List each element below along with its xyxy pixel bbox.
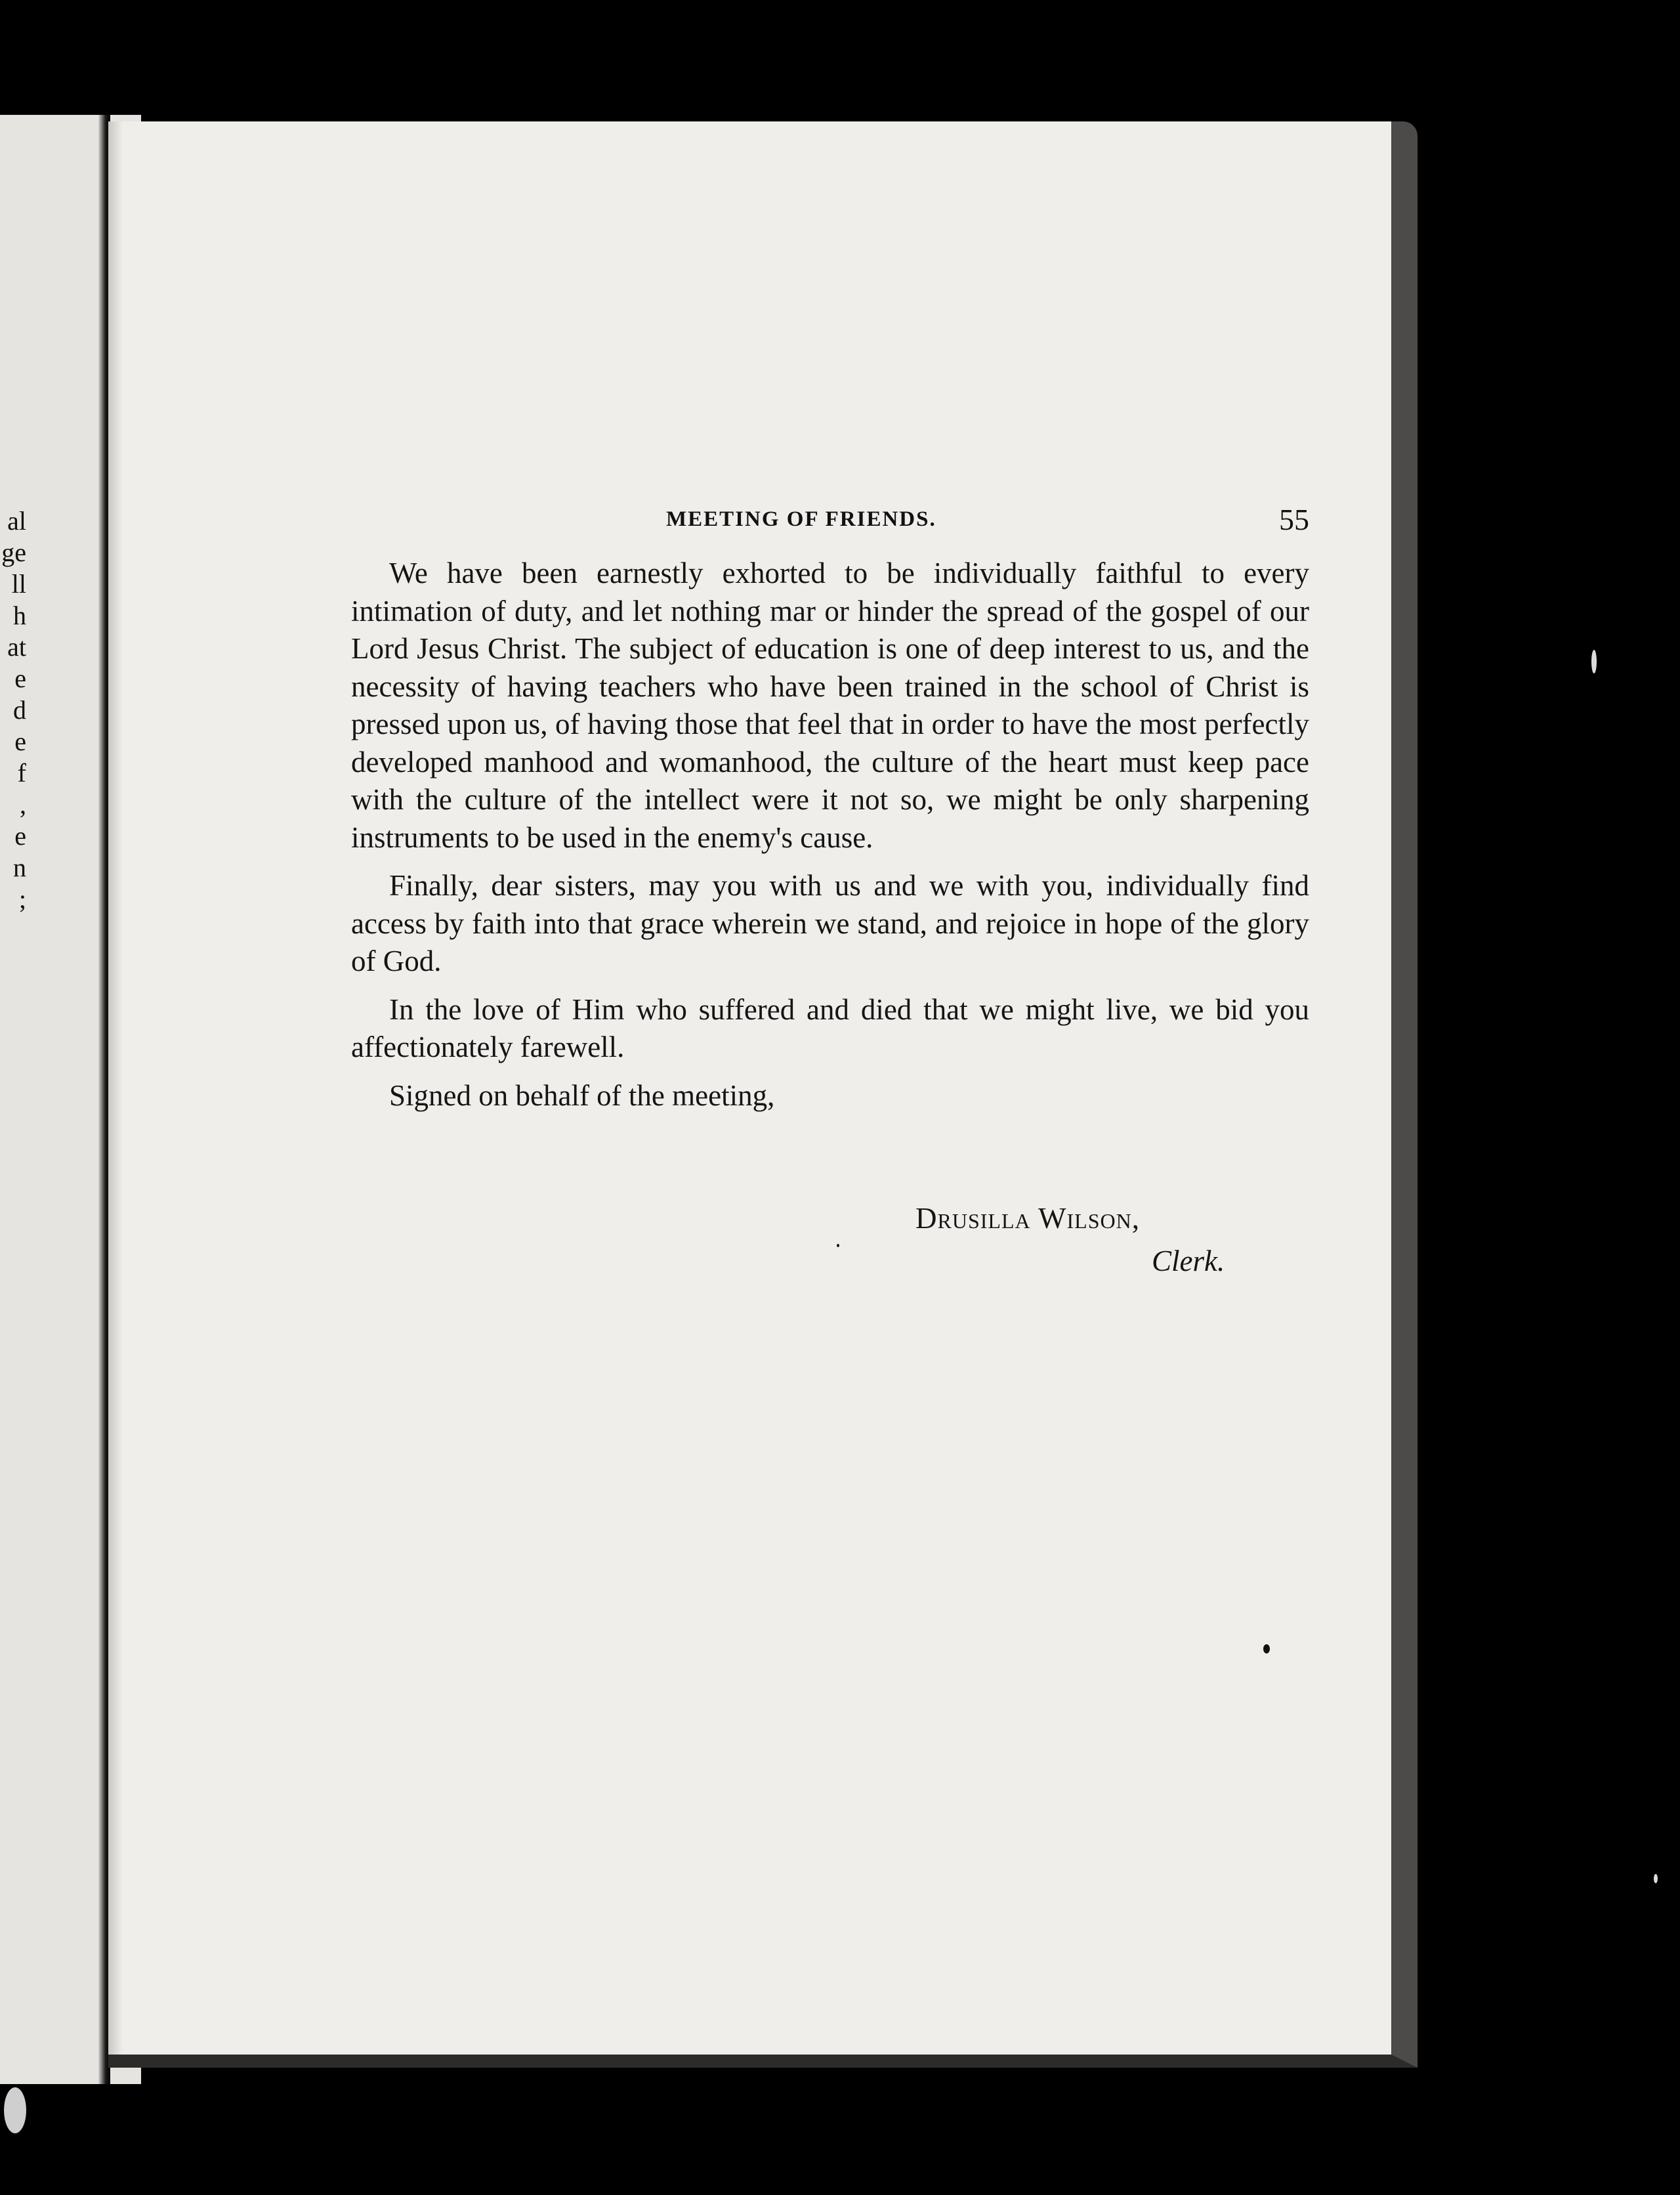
fragment-line: f	[17, 758, 26, 788]
fragment-line: ll	[11, 569, 26, 599]
fragment-line: ;	[18, 884, 26, 914]
body-text	[351, 555, 1309, 1125]
fragment-line: at	[7, 632, 26, 662]
fragment-line: ge	[1, 538, 26, 567]
fragment-line: e	[14, 727, 26, 756]
paragraph: Finally, dear sisters, may you with us and we with you, individually find access by faith into that grace wherein we stand, and rejoice in hope of the glory of God.	[351, 869, 1309, 977]
page-header	[351, 502, 1309, 542]
paragraph: We have been earnestly exhorted to be individually faithful to every intimation of duty, and let nothing mar or hinder the spread of the gospel of our Lord Jesus Christ. The subject of education is one of deep interest to us, and the necessity of having teachers who have been trained in the school of Christ is pressed upon us, of having those that feel that in order to have the most perfectly developed manhood and womanhood, the culture of the heart must keep pace with the culture of the intellect were it not so, we might be only sharpening instruments to be used in the enemy's cause.	[351, 557, 1309, 854]
fragment-line: e	[14, 664, 26, 693]
signatory-name: Drusilla Wilson,	[915, 1202, 1140, 1235]
fragment-line: n	[13, 853, 26, 882]
scan-speck	[1263, 1644, 1270, 1653]
book-page	[108, 121, 1418, 2068]
scan-speck	[1591, 650, 1597, 673]
scan-speck	[4, 2087, 26, 2133]
page-number: 55	[1279, 503, 1309, 536]
scan-speck	[1654, 1874, 1658, 1883]
previous-page-text-fragments	[0, 505, 26, 915]
running-head: MEETING OF FRIENDS.	[666, 507, 936, 531]
fragment-line: al	[7, 506, 26, 536]
scan-speck	[837, 1244, 839, 1247]
fragment-line: d	[13, 695, 26, 725]
paragraph: In the love of Him who suffered and died that we might live, we bid you affectionately farewell.	[351, 992, 1309, 1063]
fragment-line: ,	[20, 790, 26, 819]
fragment-line: e	[14, 821, 26, 851]
fragment-line: h	[13, 601, 26, 630]
paragraph: Signed on behalf of the meeting,	[389, 1078, 775, 1112]
signatory-role: Clerk.	[1152, 1245, 1225, 1277]
